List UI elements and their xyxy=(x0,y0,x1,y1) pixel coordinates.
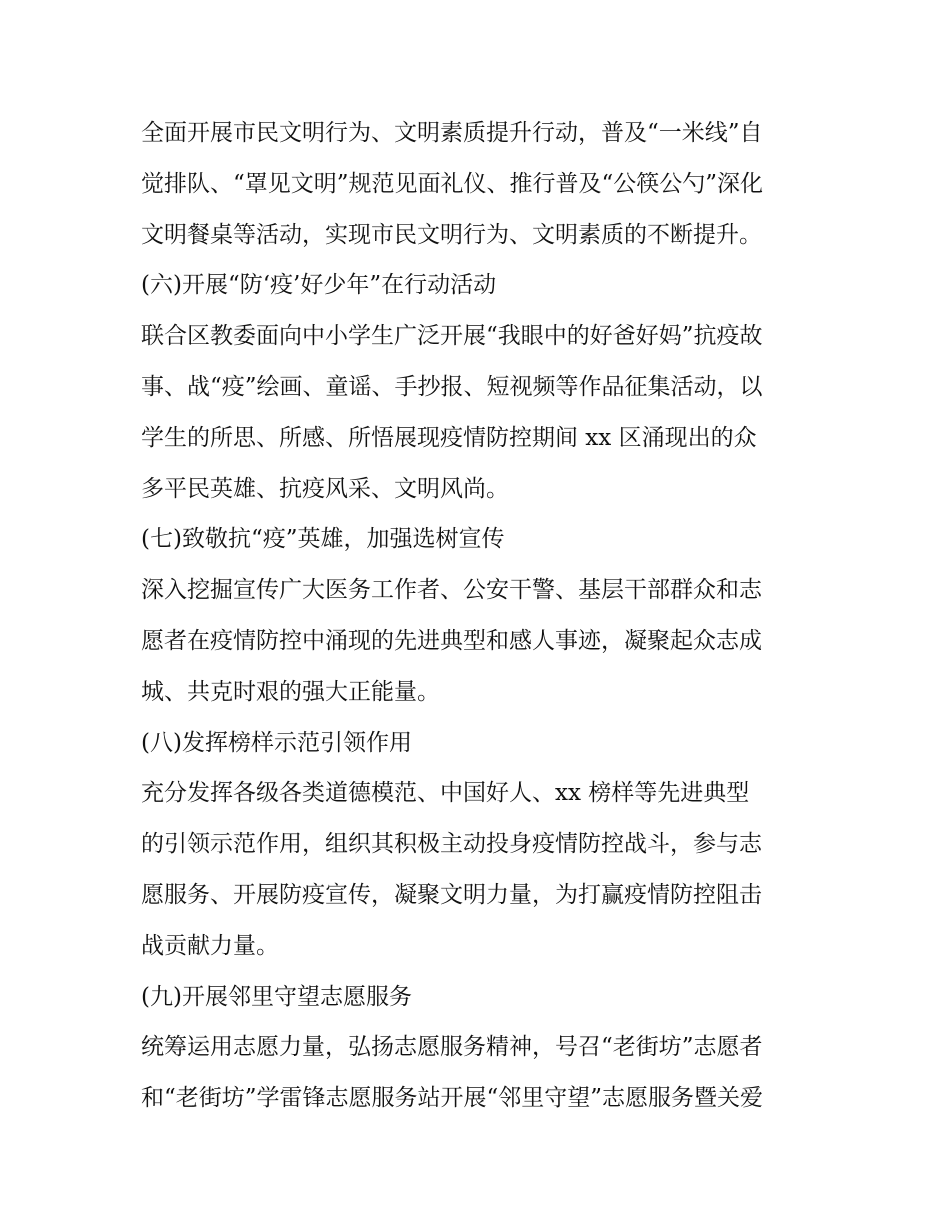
text-line: 觉排队、“罩见文明”规范见面礼仪、推行普及“公筷公勺”深化 xyxy=(141,170,764,197)
text-line: 充分发挥各级各类道德模范、中国好人、xx 榜样等先进典型 xyxy=(141,780,750,807)
text-line: 学生的所思、所感、所悟展现疫情防控期间 xx 区涌现出的众 xyxy=(141,424,757,451)
text-line: 多平民英雄、抗疫风采、文明风尚。 xyxy=(141,475,509,502)
text-line: 城、共克时艰的强大正能量。 xyxy=(141,678,440,705)
text-line: 战贡献力量。 xyxy=(141,932,279,959)
section-heading: (九)开展邻里守望志愿服务 xyxy=(141,983,412,1010)
section-heading: (七)致敬抗“疫”英雄，加强选树宣传 xyxy=(141,526,505,553)
text-line: 愿者在疫情防控中涌现的先进典型和感人事迹，凝聚起众志成 xyxy=(141,627,762,654)
text-line: 的引领示范作用，组织其积极主动投身疫情防控战斗，参与志 xyxy=(141,831,762,858)
text-line: 全面开展市民文明行为、文明素质提升行动，普及“一米线”自 xyxy=(141,120,763,146)
text-line: 联合区教委面向中小学生广泛开展“我眼中的好爸好妈”抗疫故 xyxy=(141,323,763,350)
text-line: 深入挖掘宣传广大医务工作者、公安干警、基层干部群众和志 xyxy=(141,577,762,604)
text-line: 文明餐桌等活动，实现市民文明行为、文明素质的不断提升。 xyxy=(141,221,762,248)
document-body xyxy=(141,108,821,1124)
text-line: 愿服务、开展防疫宣传，凝聚文明力量，为打赢疫情防控阻击 xyxy=(141,881,762,908)
section-heading: (八)发挥榜样示范引领作用 xyxy=(141,729,412,756)
text-line: 事、战“疫”绘画、童谣、手抄报、短视频等作品征集活动，以 xyxy=(141,373,763,400)
text-line: 和“老街坊”学雷锋志愿服务站开展“邻里守望”志愿服务暨关爱 xyxy=(141,1085,764,1112)
section-heading: (六)开展“防‘疫’好少年”在行动活动 xyxy=(141,272,497,299)
text-line: 统筹运用志愿力量，弘扬志愿服务精神，号召“老街坊”志愿者 xyxy=(141,1034,763,1061)
